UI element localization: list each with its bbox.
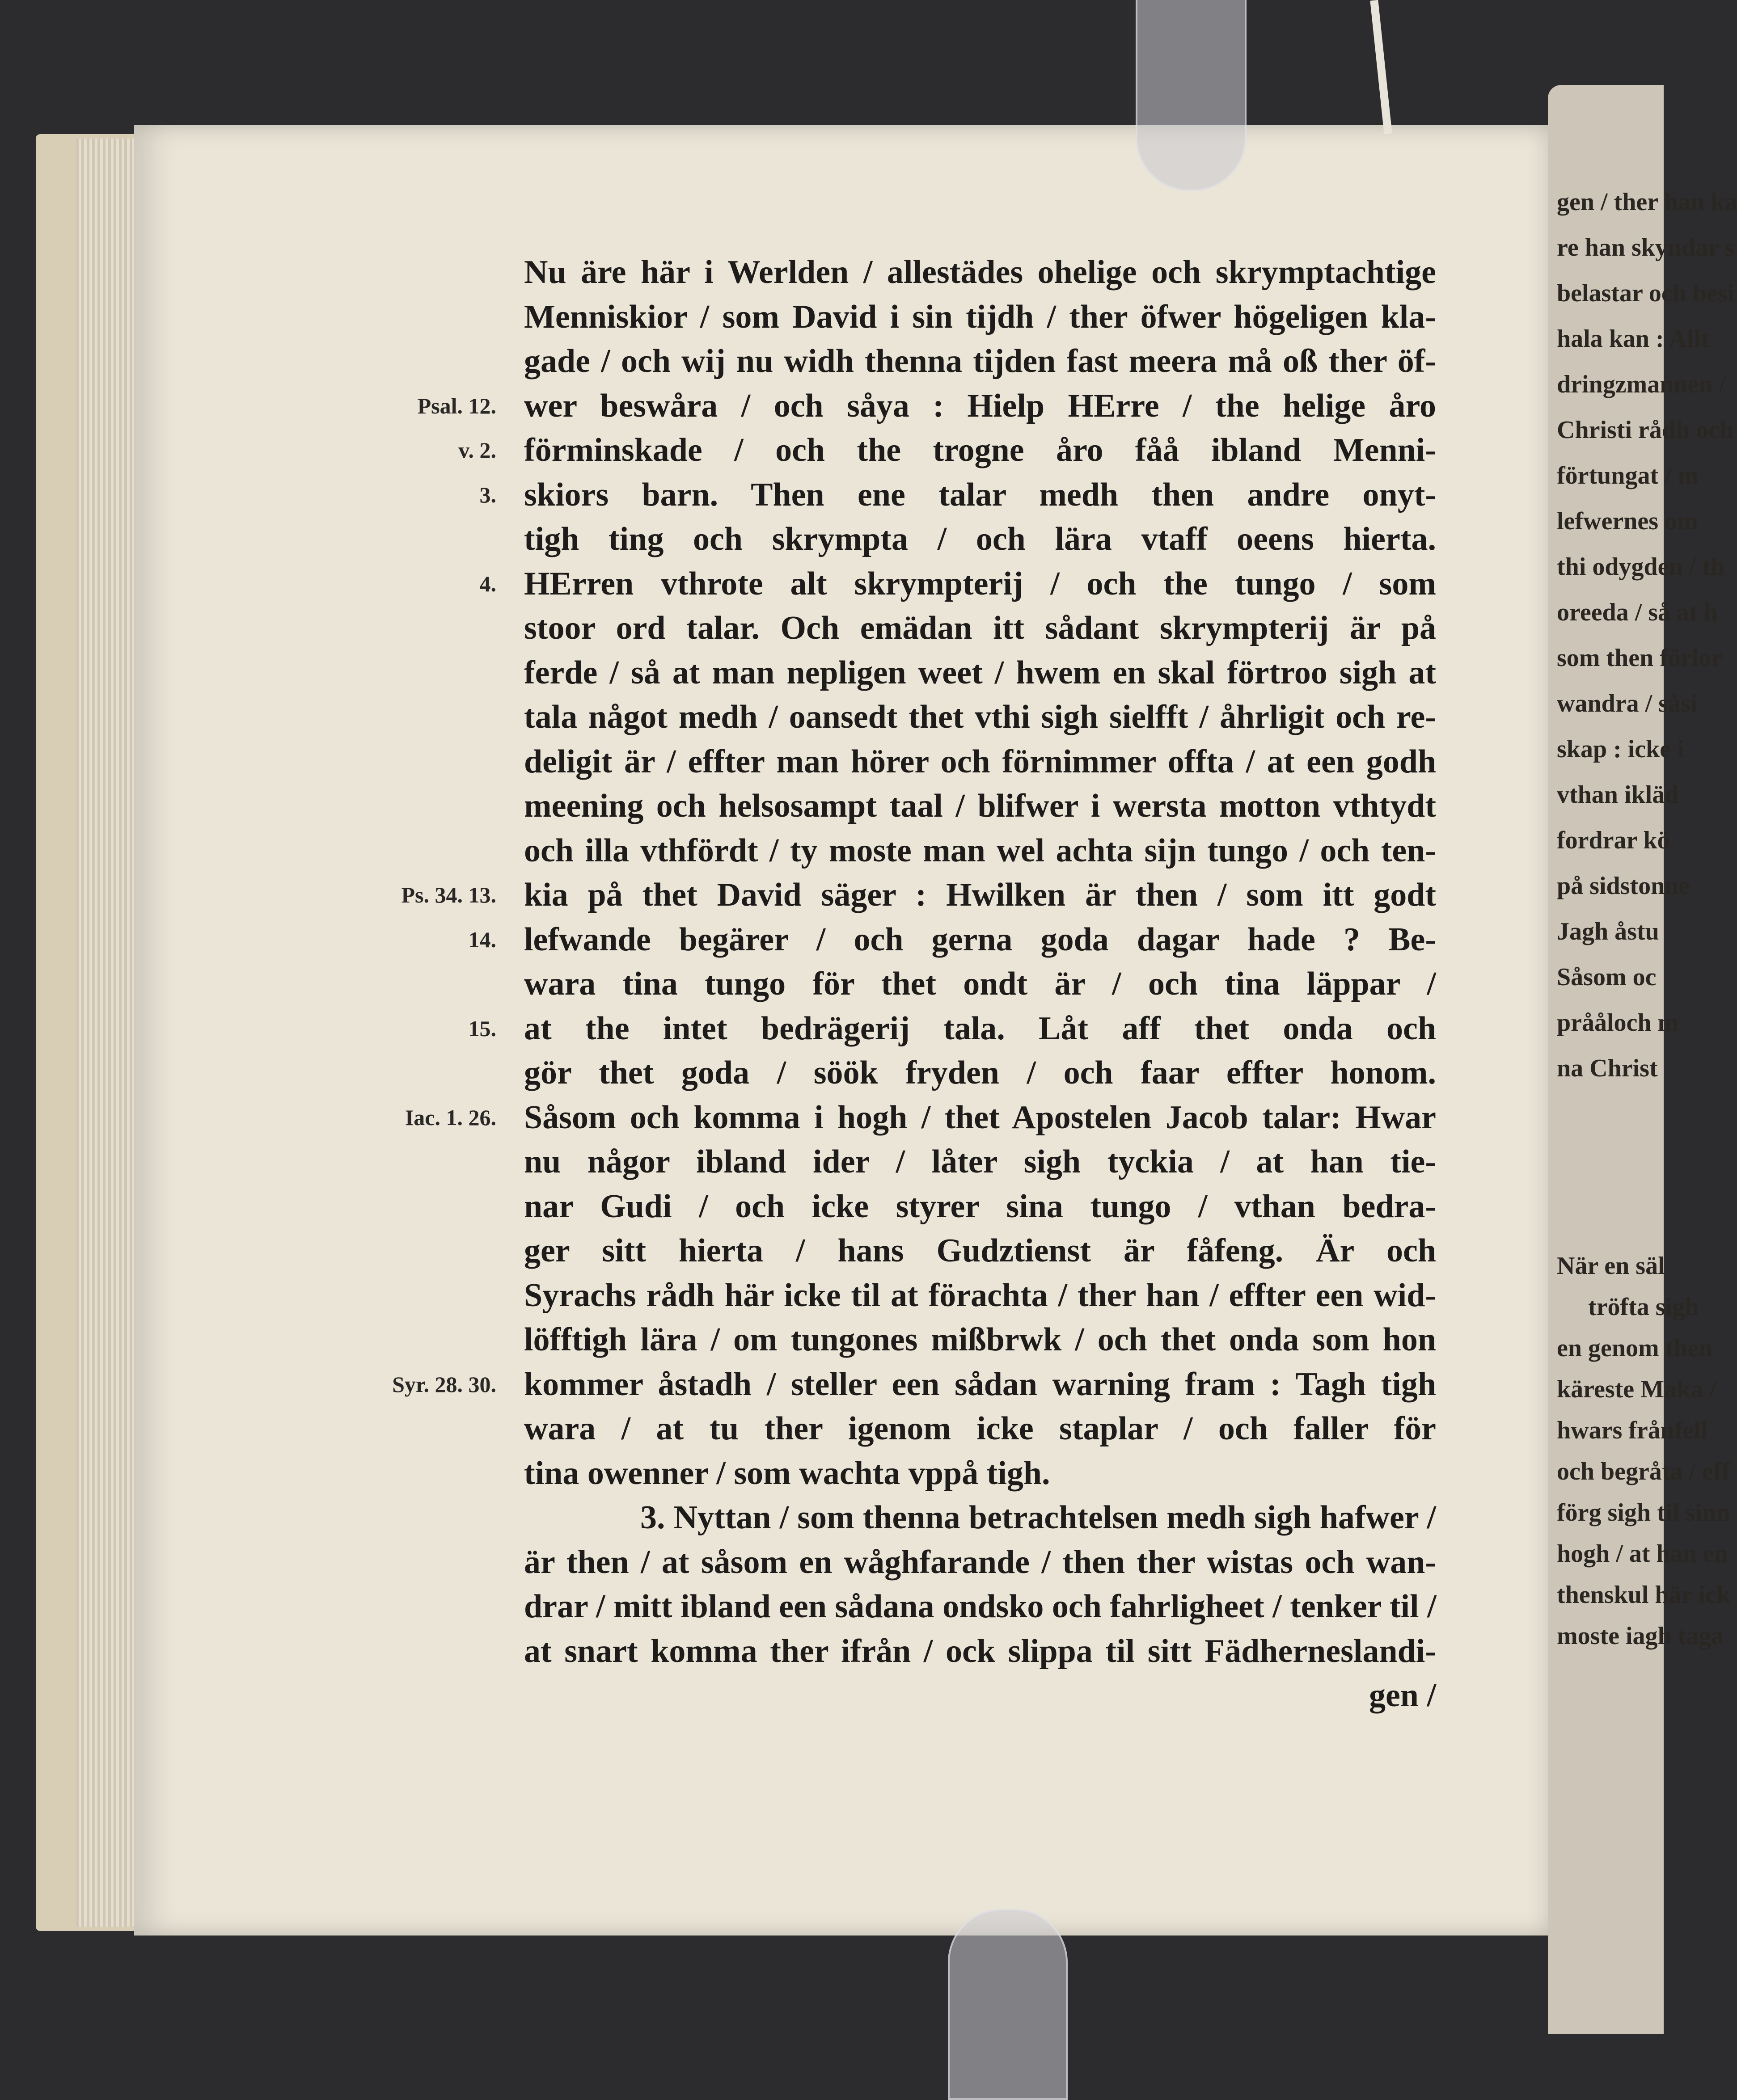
text-line: Syrachs rådh här icke til at förachta / ther han / effter een wid- bbox=[524, 1277, 1436, 1314]
text-line: Menniskior / som David i sin tijdh / ther öfwer högeligen kla- bbox=[524, 298, 1436, 335]
right-page-line: käreste Maka / bbox=[1557, 1375, 1716, 1403]
text-line: lefwande begärer / och gerna goda dagar hade ? Be- bbox=[524, 921, 1436, 958]
right-page-line: wandra / såsi bbox=[1557, 690, 1698, 717]
right-page-line: tröfta sigh bbox=[1588, 1293, 1699, 1321]
text-line: deligit är / effter man hörer och förnimmer offta / at een godh bbox=[524, 743, 1436, 780]
margin-note: Psal. 12. bbox=[417, 393, 496, 418]
text-line: Nu äre här i Werlden / allestädes ohelige och skrymptachtige bbox=[524, 254, 1436, 291]
right-page-line: re han skyndar s bbox=[1557, 234, 1735, 261]
right-page-line: hogh / at han en bbox=[1557, 1540, 1728, 1568]
text-line: meening och helsosampt taal / blifwer i wersta motton vthtydt bbox=[524, 788, 1436, 824]
text-line: gör thet goda / söök fryden / och faar effter honom. bbox=[524, 1054, 1436, 1091]
text-line: HErren vthrote alt skrympterij / och the tungo / som bbox=[524, 565, 1436, 602]
margin-note: 4. bbox=[479, 571, 496, 596]
right-page-line: på sidstonne bbox=[1557, 872, 1690, 900]
bookmark-string bbox=[1370, 0, 1392, 134]
right-page-line: moste iagh taga bbox=[1557, 1622, 1724, 1650]
text-line: kia på thet David säger : Hwilken är then / som itt godt bbox=[524, 877, 1436, 913]
right-page-line: na Christ bbox=[1557, 1054, 1658, 1082]
text-line: tigh ting och skrympta / och lära vtaff oeens hierta. bbox=[524, 521, 1436, 557]
right-page-line: hwars frånfell bbox=[1557, 1417, 1708, 1444]
text-line: stoor ord talar. Och emädan itt sådant skrympterij är på bbox=[524, 610, 1436, 646]
text-line: kommer åstadh / steller een sådan warning fram : Tagh tigh bbox=[524, 1366, 1436, 1403]
text-line: wara tina tungo för thet ondt är / och tina läppar / bbox=[524, 966, 1436, 1002]
margin-note: 14. bbox=[468, 927, 496, 952]
text-line: nar Gudi / och icke styrer sina tungo / vthan bedra- bbox=[524, 1188, 1436, 1225]
right-page-line: hala kan : Allt bbox=[1557, 325, 1709, 353]
text-line: 3. Nyttan / som thenna betrachtelsen medh sigh hafwer / bbox=[640, 1499, 1436, 1536]
margin-note: Syr. 28. 30. bbox=[392, 1371, 496, 1397]
margin-note: Ps. 34. 13. bbox=[401, 882, 496, 907]
right-page-line: oreeda / så at h bbox=[1557, 599, 1718, 626]
right-page-line: och begråta / eff bbox=[1557, 1458, 1730, 1485]
right-page-line: thenskul här ick bbox=[1557, 1581, 1730, 1609]
text-line: tala något medh / oansedt thet vthi sigh sielfft / åhrligit och re- bbox=[524, 699, 1436, 735]
right-page-line: som then förlor bbox=[1557, 644, 1723, 672]
text-line: är then / at såsom en wåghfarande / then ther wistas och wan- bbox=[524, 1543, 1436, 1581]
margin-note: Iac. 1. 26. bbox=[405, 1105, 496, 1130]
right-page-line: Såsom oc bbox=[1557, 963, 1657, 991]
right-page-line: När en säl bbox=[1557, 1252, 1665, 1280]
right-page-line: förg sigh til sinn bbox=[1557, 1499, 1730, 1527]
page-edges bbox=[76, 139, 139, 1927]
margin-note: v. 2. bbox=[458, 438, 496, 463]
right-page-line: lefwernes om bbox=[1557, 507, 1698, 535]
right-page bbox=[1548, 85, 1737, 2034]
margin-note: 3. bbox=[479, 482, 496, 507]
right-page-line: dringzmannen / bbox=[1557, 371, 1726, 398]
right-page-line: Jagh åstu bbox=[1557, 918, 1659, 945]
text-line: gen / bbox=[1369, 1677, 1436, 1714]
page-clip-bottom bbox=[948, 1909, 1068, 2100]
text-line: at the intet bedrägerij tala. Låt aff thet onda och bbox=[524, 1010, 1436, 1047]
right-page-line: gen / ther han ka bbox=[1557, 188, 1737, 216]
text-line: skiors barn. Then ene talar medh then andre onyt- bbox=[524, 476, 1436, 513]
text-line: förminskade / och the trogne åro fåå ibland Menni- bbox=[524, 432, 1436, 468]
right-page-line: en genom then bbox=[1557, 1334, 1713, 1362]
right-page-line: fordrar kö bbox=[1557, 827, 1670, 854]
margin-note: 15. bbox=[468, 1016, 496, 1041]
text-line: ferde / så at man nepligen weet / hwem en skal förtroo sigh at bbox=[524, 654, 1436, 691]
text-line: löfftigh lära / om tungones mißbrwk / och thet onda som hon bbox=[524, 1321, 1436, 1358]
text-line: drar / mitt ibland een sådana ondsko och fahrligheet / tenker til / bbox=[524, 1588, 1437, 1625]
right-page-line: belastar och besi bbox=[1557, 279, 1735, 307]
text-line: och illa vthfördt / ty moste man wel achta sijn tungo / och ten- bbox=[524, 832, 1436, 869]
right-page-line: vthan ikläd bbox=[1557, 781, 1679, 809]
text-line: Såsom och komma i hogh / thet Apostelen Jacob talar: Hwar bbox=[524, 1099, 1436, 1136]
right-page-line: thi odygden / th bbox=[1557, 553, 1724, 581]
text-line: wara / at tu ther igenom icke staplar / och faller för bbox=[524, 1410, 1436, 1447]
page-clip-top bbox=[1136, 0, 1247, 191]
text-line: tina owenner / som wachta vppå tigh. bbox=[524, 1455, 1050, 1492]
text-line: at snart komma ther ifrån / ock slippa til sitt Fädherneslandi- bbox=[524, 1632, 1436, 1670]
main-text-block bbox=[524, 250, 1436, 1718]
text-line: gade / och wij nu widh thenna tijden fast meera må oß ther öf- bbox=[524, 343, 1436, 380]
right-page-line: förtungat / m bbox=[1557, 462, 1699, 489]
text-line: wer beswåra / och såya : Hielp HErre / the helige åro bbox=[524, 387, 1436, 424]
text-line: nu någor ibland ider / låter sigh tyckia / at han tie- bbox=[524, 1143, 1436, 1180]
right-page-line: prååloch m bbox=[1557, 1009, 1679, 1037]
right-page-line: skap : icke i bbox=[1557, 735, 1684, 763]
right-page-line: Christi rådh och bbox=[1557, 416, 1734, 444]
text-line: ger sitt hierta / hans Gudztienst är fåfeng. Är och bbox=[524, 1232, 1436, 1269]
